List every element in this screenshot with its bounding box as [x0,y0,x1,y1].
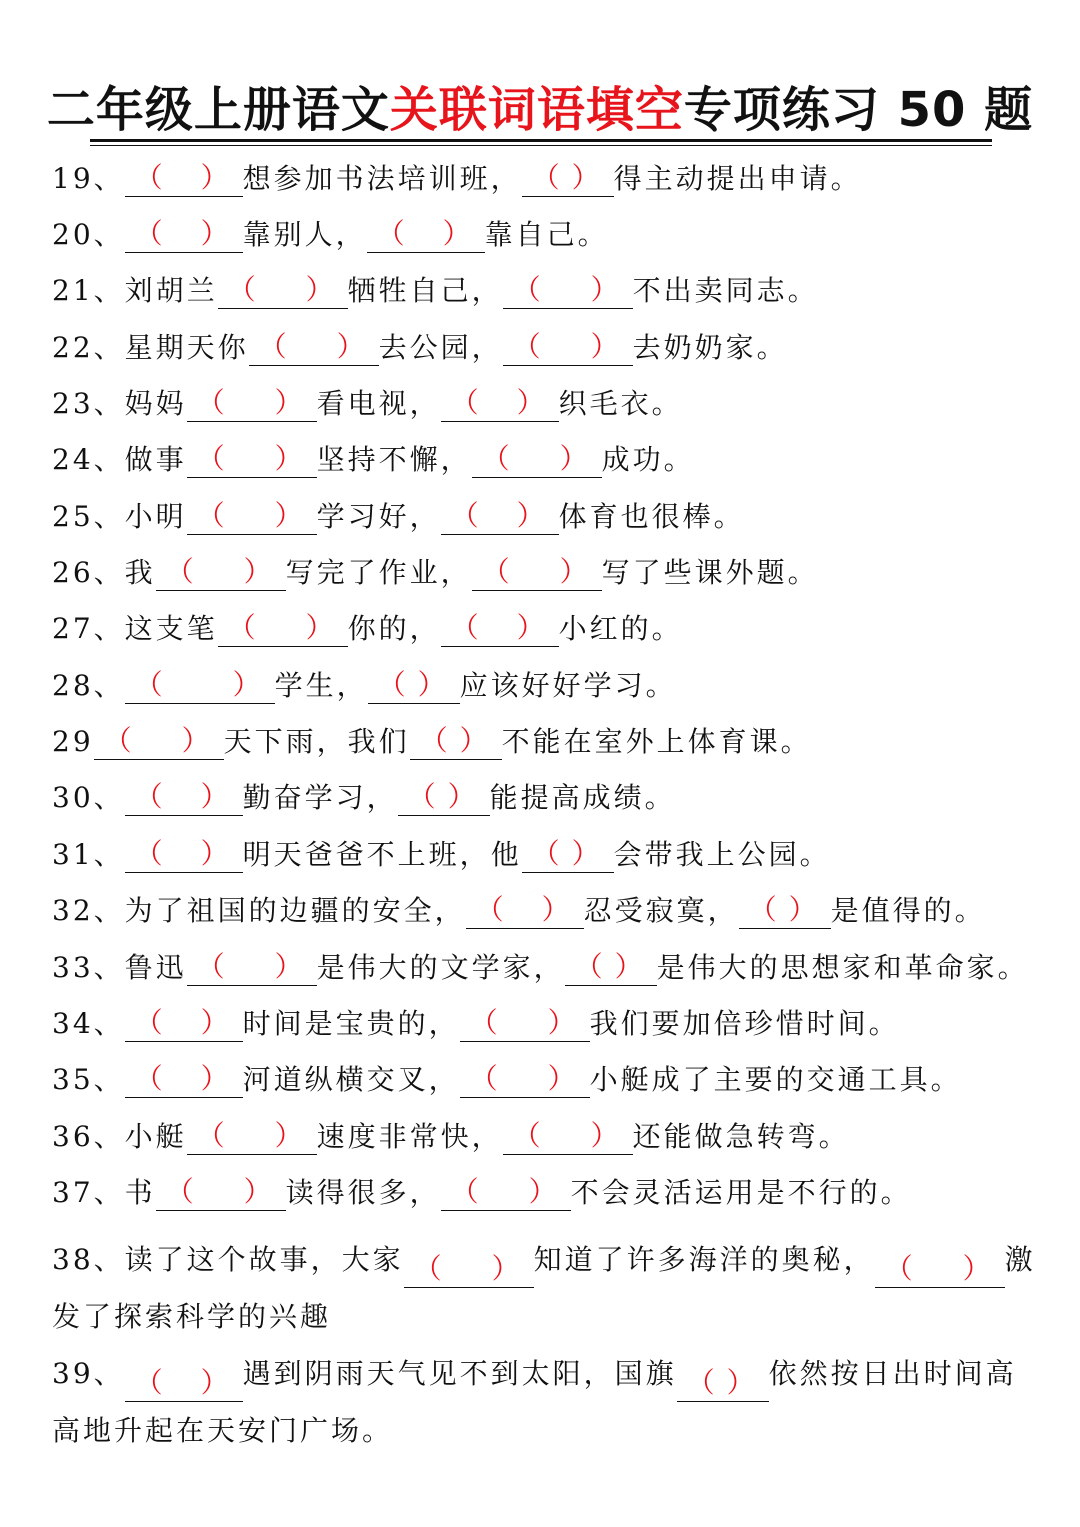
question-number: 19、 [52,162,125,195]
blank-close-paren: ） [547,1062,576,1095]
blank-close-paren: ） [232,668,261,701]
answer-blank-2[interactable] [441,498,559,535]
blank-close-paren: ） [559,555,588,588]
blank-close-paren: ） [447,780,476,813]
question-text-middle: 牺牲自己， [347,274,503,307]
blank-close-paren: ） [541,893,570,926]
question-text-after: 还能做急转弯。 [632,1120,850,1153]
question-text-middle: 是伟大的文学家， [316,951,565,984]
blank-close-paren: ） [590,330,619,363]
answer-blank-2[interactable] [565,949,657,986]
answer-blank-2[interactable] [460,1061,590,1098]
question-text-after: 应该好好学习。 [459,669,677,702]
answer-blank-2[interactable] [677,1365,769,1402]
blank-open-paren: （ [196,950,225,983]
blank-open-paren: （ [450,386,479,419]
question-row [52,723,1042,760]
blank-close-paren: ） [243,1175,272,1208]
blank-open-paren: （ [413,1252,442,1285]
blank-open-paren: （ [686,1366,715,1399]
blank-close-paren: ） [274,442,303,475]
question-number: 34、 [52,1007,125,1040]
answer-blank-2[interactable] [460,1005,590,1042]
title-underline [90,139,992,142]
question-text-before: 星期天你 [124,331,249,364]
answer-blank-1[interactable] [187,385,317,422]
question-text-after: 写了些课外题。 [601,556,819,589]
question-number: 37、 [52,1176,125,1209]
question-text-before: 读了这个故事，大家 [124,1243,404,1276]
question-text-after: 不能在室外上体育课。 [501,725,812,758]
blank-open-paren: （ [196,1119,225,1152]
question-text-after: 会带我上公园。 [613,838,831,871]
answer-blank-1[interactable] [125,160,243,197]
blank-open-paren: （ [165,1175,194,1208]
blank-open-paren: （ [884,1252,913,1285]
question-text-middle: 河道纵横交叉， [242,1063,460,1096]
question-text-after: 能提高成绩。 [489,781,676,814]
blank-close-paren: ） [547,1006,576,1039]
question-number: 35、 [52,1063,125,1096]
answer-blank-2[interactable] [875,1251,1005,1288]
answer-blank-1[interactable] [156,554,286,591]
blank-close-paren: ） [274,386,303,419]
blank-close-paren: ） [571,161,600,194]
answer-blank-1[interactable] [187,1118,317,1155]
question-number: 25、 [52,500,125,533]
question-number: 27、 [52,612,125,645]
question-row [52,272,1042,309]
blank-open-paren: （ [574,950,603,983]
question-text-middle: 天下雨，我们 [223,725,410,758]
answer-blank-2[interactable] [410,723,502,760]
blank-open-paren: （ [134,1006,163,1039]
question-text-before: 为了祖国的边疆的安全， [124,894,466,927]
blank-open-paren: （ [134,668,163,701]
question-number: 23、 [52,387,125,420]
question-text-before: 书 [124,1176,156,1209]
question-text-middle: 写完了作业， [285,556,472,589]
blank-close-paren: ） [516,386,545,419]
question-row [52,1231,1042,1345]
blank-open-paren: （ [481,555,510,588]
question-text-before: 刘胡兰 [124,274,218,307]
question-text-after: 不出卖同志。 [632,274,819,307]
question-text-middle: 知道了许多海洋的奥秘， [533,1243,875,1276]
blank-close-paren: ） [274,499,303,532]
blank-close-paren: ） [788,893,817,926]
question-text-middle: 勤奋学习， [242,781,398,814]
question-text-before: 做事 [124,443,187,476]
blank-open-paren: （ [512,330,541,363]
answer-blank-1[interactable] [125,836,243,873]
question-text-before: 小明 [124,500,187,533]
question-text-before: 我 [124,556,156,589]
answer-blank-1[interactable] [187,498,317,535]
question-text-before: 这支笔 [124,612,218,645]
question-text-after: 激发了探索科学的兴趣 [52,1243,1036,1333]
answer-blank-2[interactable] [472,554,602,591]
answer-blank-1[interactable] [218,610,348,647]
question-text-after: 依然按日出时间高高地升起在天安门广场。 [52,1357,1017,1447]
answer-blank-1[interactable] [125,1365,243,1402]
question-text-middle: 遇到阴雨天气见不到太阳，国旗 [242,1357,677,1390]
question-number: 30、 [52,781,125,814]
question-text-middle: 忍受寂寞， [583,894,739,927]
question-row [52,498,1042,535]
blank-open-paren: （ [196,499,225,532]
answer-blank-2[interactable] [522,160,614,197]
question-text-after: 我们要加倍珍惜时间。 [589,1007,900,1040]
blank-open-paren: （ [469,1062,498,1095]
question-number: 22、 [52,331,125,364]
answer-blank-1[interactable] [125,216,243,253]
answer-blank-1[interactable] [249,329,379,366]
question-row [52,1174,1042,1211]
answer-blank-2[interactable] [398,779,490,816]
question-text-after: 小红的。 [558,612,683,645]
blank-close-paren: ） [417,668,446,701]
question-row [52,892,1042,929]
blank-open-paren: （ [103,724,132,757]
blank-open-paren: （ [450,1175,479,1208]
blank-open-paren: （ [165,555,194,588]
question-number: 39、 [52,1357,125,1390]
answer-blank-1[interactable] [125,779,243,816]
question-number: 36、 [52,1120,125,1153]
blank-close-paren: ） [571,837,600,870]
question-text-middle: 想参加书法培训班， [242,162,522,195]
answer-blank-2[interactable] [368,667,460,704]
blank-close-paren: ） [274,1119,303,1152]
blank-close-paren: ） [305,611,334,644]
blank-close-paren: ） [181,724,210,757]
question-row [52,216,1042,253]
title-part-1: 二年级上册语文 [46,82,390,138]
question-text-after: 小艇成了主要的交通工具。 [589,1063,962,1096]
blank-close-paren: ） [200,1366,229,1399]
answer-blank-1[interactable] [125,1005,243,1042]
question-text-middle: 你的， [347,612,441,645]
blank-close-paren: ） [442,217,471,250]
blank-open-paren: （ [134,217,163,250]
question-text-after: 得主动提出申请。 [613,162,862,195]
question-text-middle: 看电视， [316,387,441,420]
question-row [52,329,1042,366]
answer-blank-1[interactable] [466,892,584,929]
blank-open-paren: （ [227,273,256,306]
blank-close-paren: ） [200,1006,229,1039]
blank-close-paren: ） [726,1366,755,1399]
question-row [52,1061,1042,1098]
blank-open-paren: （ [419,724,448,757]
question-number: 24、 [52,443,125,476]
question-text-after: 靠自己。 [484,218,609,251]
question-row [52,949,1042,986]
answer-blank-2[interactable] [472,441,602,478]
title-part-3: 专项练习 50 题 [683,82,1034,138]
question-text-after: 体育也很棒。 [558,500,745,533]
blank-open-paren: （ [475,893,504,926]
answer-blank-2[interactable] [367,216,485,253]
title-keyword: 关联词语填空 [389,82,684,138]
blank-open-paren: （ [531,161,560,194]
question-text-after: 织毛衣。 [558,387,683,420]
blank-open-paren: （ [481,442,510,475]
page-title [0,78,1080,142]
question-number: 20、 [52,218,125,251]
question-text-middle: 去公园， [378,331,503,364]
blank-close-paren: ） [491,1252,520,1285]
blank-open-paren: （ [134,1366,163,1399]
blank-close-paren: ） [559,442,588,475]
blank-open-paren: （ [376,217,405,250]
blank-open-paren: （ [377,668,406,701]
question-text-middle: 速度非常快， [316,1120,503,1153]
blank-open-paren: （ [134,1062,163,1095]
answer-blank-1[interactable] [125,667,275,704]
question-text-before: 鲁迅 [124,951,187,984]
question-text-after: 是值得的。 [830,894,986,927]
question-row [52,610,1042,647]
question-text-middle: 靠别人， [242,218,367,251]
question-row [52,1118,1042,1155]
blank-open-paren: （ [134,780,163,813]
question-text-middle: 坚持不懈， [316,443,472,476]
blank-close-paren: ） [200,780,229,813]
question-text-middle: 明天爸爸不上班，他 [242,838,522,871]
blank-open-paren: （ [748,893,777,926]
blank-open-paren: （ [134,161,163,194]
answer-blank-1[interactable] [218,272,348,309]
question-number: 31、 [52,838,125,871]
blank-open-paren: （ [512,273,541,306]
answer-blank-2[interactable] [441,385,559,422]
answer-blank-2[interactable] [503,1118,633,1155]
blank-open-paren: （ [196,442,225,475]
question-row [52,160,1042,197]
question-text-middle: 时间是宝贵的， [242,1007,460,1040]
blank-close-paren: ） [305,273,334,306]
answer-blank-1[interactable] [187,949,317,986]
blank-open-paren: （ [531,837,560,870]
blank-close-paren: ） [528,1175,557,1208]
blank-close-paren: ） [590,273,619,306]
answer-blank-2[interactable] [441,1174,571,1211]
question-number: 32、 [52,894,125,927]
question-row [52,667,1042,704]
answer-blank-1[interactable] [125,1061,243,1098]
question-text-after: 是伟大的思想家和革命家。 [656,951,1029,984]
question-number: 33、 [52,951,125,984]
blank-close-paren: ） [274,950,303,983]
answer-blank-2[interactable] [522,836,614,873]
blank-open-paren: （ [196,386,225,419]
question-row [52,1345,1042,1459]
blank-open-paren: （ [227,611,256,644]
blank-close-paren: ） [516,499,545,532]
question-number: 21、 [52,274,125,307]
blank-open-paren: （ [258,330,287,363]
question-row [52,1005,1042,1042]
answer-blank-2[interactable] [441,610,559,647]
blank-open-paren: （ [134,837,163,870]
question-text-before: 妈妈 [124,387,187,420]
question-text-after: 成功。 [601,443,695,476]
blank-close-paren: ） [243,555,272,588]
question-text-middle: 读得很多， [285,1176,441,1209]
blank-open-paren: （ [450,499,479,532]
question-text-middle: 学习好， [316,500,441,533]
blank-close-paren: ） [590,1119,619,1152]
blank-close-paren: ） [200,161,229,194]
answer-blank-1[interactable] [404,1251,534,1288]
question-text-middle: 学生， [274,669,368,702]
question-text-after: 去奶奶家。 [632,331,788,364]
blank-close-paren: ） [200,837,229,870]
question-text-after: 不会灵活运用是不行的。 [570,1176,912,1209]
question-row [52,441,1042,478]
blank-close-paren: ） [459,724,488,757]
question-number: 38、 [52,1243,125,1276]
question-row [52,836,1042,873]
blank-open-paren: （ [450,611,479,644]
answer-blank-1[interactable] [156,1174,286,1211]
blank-close-paren: ） [614,950,643,983]
blank-open-paren: （ [512,1119,541,1152]
question-text-before: 小艇 [124,1120,187,1153]
blank-close-paren: ） [200,1062,229,1095]
blank-close-paren: ） [336,330,365,363]
blank-close-paren: ） [962,1252,991,1285]
title-underline-thin [90,145,992,146]
question-number: 26、 [52,556,125,589]
answer-blank-2[interactable] [503,272,633,309]
blank-close-paren: ） [516,611,545,644]
answer-blank-1[interactable] [187,441,317,478]
blank-close-paren: ） [200,217,229,250]
answer-blank-1[interactable] [94,723,224,760]
blank-open-paren: （ [407,780,436,813]
question-number: 29 [52,725,94,758]
answer-blank-2[interactable] [739,892,831,929]
blank-open-paren: （ [469,1006,498,1039]
question-row [52,385,1042,422]
question-row [52,779,1042,816]
question-row [52,554,1042,591]
question-number: 28、 [52,669,125,702]
answer-blank-2[interactable] [503,329,633,366]
